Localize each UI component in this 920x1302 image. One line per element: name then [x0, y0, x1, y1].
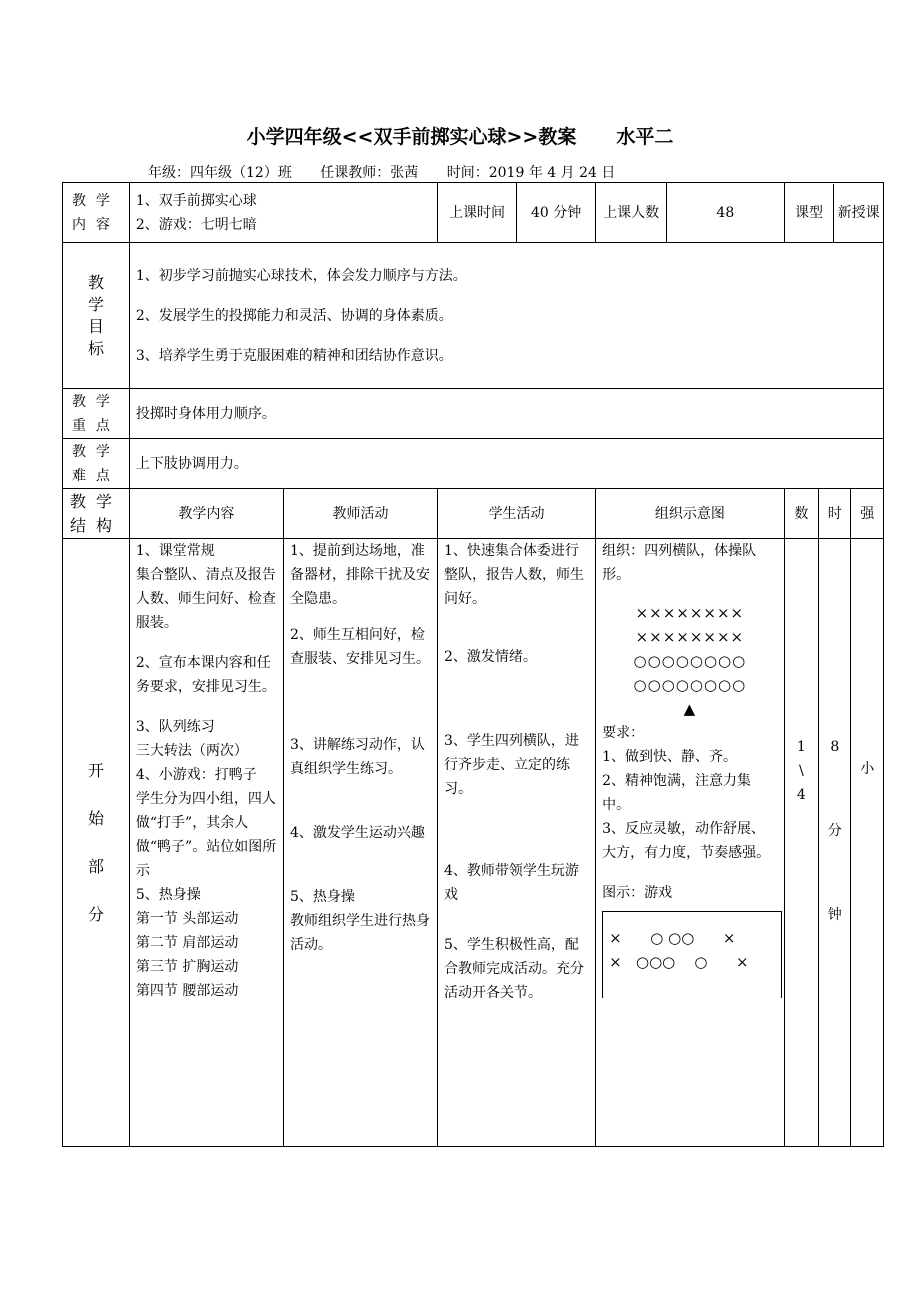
diagram-line: × ○○○ ○ × — [609, 953, 749, 971]
count-char: 1 — [796, 739, 806, 755]
label-structure: 教学结构 — [63, 489, 130, 539]
start-char: 始 — [87, 808, 104, 828]
formation-row: ×××××××× — [635, 628, 745, 646]
col-student: 学生活动 — [438, 489, 596, 539]
content-line-2: 2、游戏：七明七暗 — [135, 216, 257, 233]
diagram-label: 图示：游戏 — [602, 885, 673, 901]
count-char: 4 — [796, 787, 806, 803]
content-line: 1、课堂常规 — [135, 543, 215, 559]
formation-row: ○○○○○○○○ — [633, 652, 747, 670]
goal-item-2: 2、发展学生的投掷能力和灵活、协调的身体素质。 — [135, 307, 453, 324]
teacher-item: 2、师生互相问好，检查服装、安排见习生。 — [289, 627, 430, 667]
content-line: 集合整队、清点及报告人数、师生问好、检查服装。 — [135, 567, 276, 631]
content-line: 第三节 扩胸运动 — [135, 959, 239, 975]
row-key — [63, 389, 884, 439]
req-item: 3、反应灵敏，动作舒展、大方，有力度，节奏感强。 — [602, 821, 771, 861]
col-count: 数 — [784, 489, 818, 539]
student-item: 1、快速集合体委进行整队，报告人数，师生问好。 — [444, 543, 585, 607]
difficulty-text: 上下肢协调用力。 — [129, 439, 883, 489]
label-key: 教学重点 — [63, 389, 130, 439]
lesson-plan-table — [62, 182, 884, 1147]
title-level: 水平二 — [616, 126, 674, 148]
count-char: \ — [798, 763, 804, 779]
type-cell — [784, 183, 883, 243]
start-content — [129, 539, 283, 1147]
time-char: 钟 — [827, 907, 842, 923]
teacher-item: 1、提前到达场地，准备器材，排除干扰及安全隐患。 — [289, 543, 430, 607]
content-cell — [129, 183, 437, 243]
start-organization — [596, 539, 785, 1147]
diagram-line: × ○ ○○ × — [609, 929, 736, 947]
col-org: 组织示意图 — [596, 489, 785, 539]
label-difficulty: 教学难点 — [63, 439, 130, 489]
row-structure-header — [63, 489, 884, 539]
goal-item-3: 3、培养学生勇于克服困难的精神和团结协作意识。 — [135, 347, 453, 364]
content-line: 学生分为四小组，四人做“打手”，其余人做“鸭子”。站位如图所示 — [135, 791, 277, 879]
goal-item-1: 1、初步学习前抛实心球技术，体会发力顺序与方法。 — [135, 267, 467, 284]
col-teacher: 教师活动 — [283, 489, 437, 539]
teacher-item: 5、热身操 — [289, 889, 355, 905]
content-line-1: 1、双手前掷实心球 — [135, 192, 257, 209]
title-main: 小学四年级<<双手前掷实心球>>教案 — [246, 126, 577, 148]
start-intensity: 小 — [851, 539, 884, 1147]
req-title: 要求： — [602, 725, 645, 741]
content-line: 5、热身操 — [135, 887, 201, 903]
count-value: 48 — [667, 183, 785, 243]
count-label: 上课人数 — [596, 183, 667, 243]
student-item: 5、学生积极性高，配合教师完成活动。充分活动开各关节。 — [444, 937, 585, 1001]
time-char: 8 — [830, 739, 840, 755]
col-time: 时 — [819, 489, 851, 539]
label-content: 教学内容 — [63, 183, 130, 243]
start-student — [438, 539, 596, 1147]
game-diagram — [602, 911, 782, 998]
content-line: 第四节 腰部运动 — [135, 983, 239, 999]
row-difficulty — [63, 439, 884, 489]
start-char: 分 — [87, 904, 104, 924]
row-goals — [63, 243, 884, 389]
time-value: 40 分钟 — [517, 183, 596, 243]
student-item: 4、教师带领学生玩游戏 — [444, 863, 579, 903]
type-value: 新授课 — [837, 204, 880, 221]
goals-char: 学 — [87, 294, 104, 314]
goals-char: 标 — [87, 338, 104, 358]
page-title — [0, 122, 920, 149]
start-char: 部 — [87, 856, 104, 876]
goals-cell — [129, 243, 883, 389]
goals-char: 目 — [87, 316, 104, 336]
teacher-item: 教师组织学生进行热身活动。 — [289, 913, 430, 953]
row-start — [63, 539, 884, 1147]
content-line: 第二节 肩部运动 — [135, 935, 239, 951]
time-label: 上课时间 — [438, 183, 517, 243]
label-goals — [63, 243, 130, 389]
student-item: 3、学生四列横队，进行齐步走、立定的练习。 — [444, 733, 579, 797]
date-info: 时间：2019 年 4 月 24 日 — [446, 165, 616, 181]
teacher-item: 4、激发学生运动兴趣 — [289, 825, 425, 841]
type-label: 课型 — [785, 184, 835, 242]
key-text: 投掷时身体用力顺序。 — [129, 389, 883, 439]
col-intensity: 强 — [851, 489, 884, 539]
student-item: 2、激发情绪。 — [444, 649, 537, 665]
time-char: 分 — [827, 823, 842, 839]
req-item: 2、精神饱满，注意力集中。 — [602, 773, 752, 813]
teacher-item: 3、讲解练习动作，认真组织学生练习。 — [289, 737, 425, 777]
start-time — [819, 539, 851, 1147]
teacher-triangle-icon: ▲ — [683, 700, 697, 718]
req-item: 1、做到快、静、齐。 — [602, 749, 738, 765]
formation-row: ○○○○○○○○ — [633, 676, 747, 694]
goals-char: 教 — [87, 272, 104, 292]
row-content — [63, 183, 884, 243]
content-line: 三大转法（两次） — [135, 743, 248, 759]
start-count — [784, 539, 818, 1147]
formation-row: ×××××××× — [635, 604, 745, 622]
content-line: 第一节 头部运动 — [135, 911, 239, 927]
org-intro: 组织：四列横队，体操队形。 — [602, 543, 757, 583]
label-start — [63, 539, 130, 1147]
content-line: 4、小游戏：打鸭子 — [135, 767, 257, 783]
col-content: 教学内容 — [129, 489, 283, 539]
start-teacher — [283, 539, 437, 1147]
start-char: 开 — [87, 760, 104, 780]
content-line: 2、宣布本课内容和任务要求，安排见习生。 — [135, 655, 276, 695]
teacher-info: 任课教师：张茜 — [320, 165, 419, 181]
formation-diagram — [602, 601, 778, 721]
grade-info: 年级：四年级（12）班 — [148, 165, 292, 181]
content-line: 3、队列练习 — [135, 719, 215, 735]
subtitle-line — [148, 162, 639, 182]
